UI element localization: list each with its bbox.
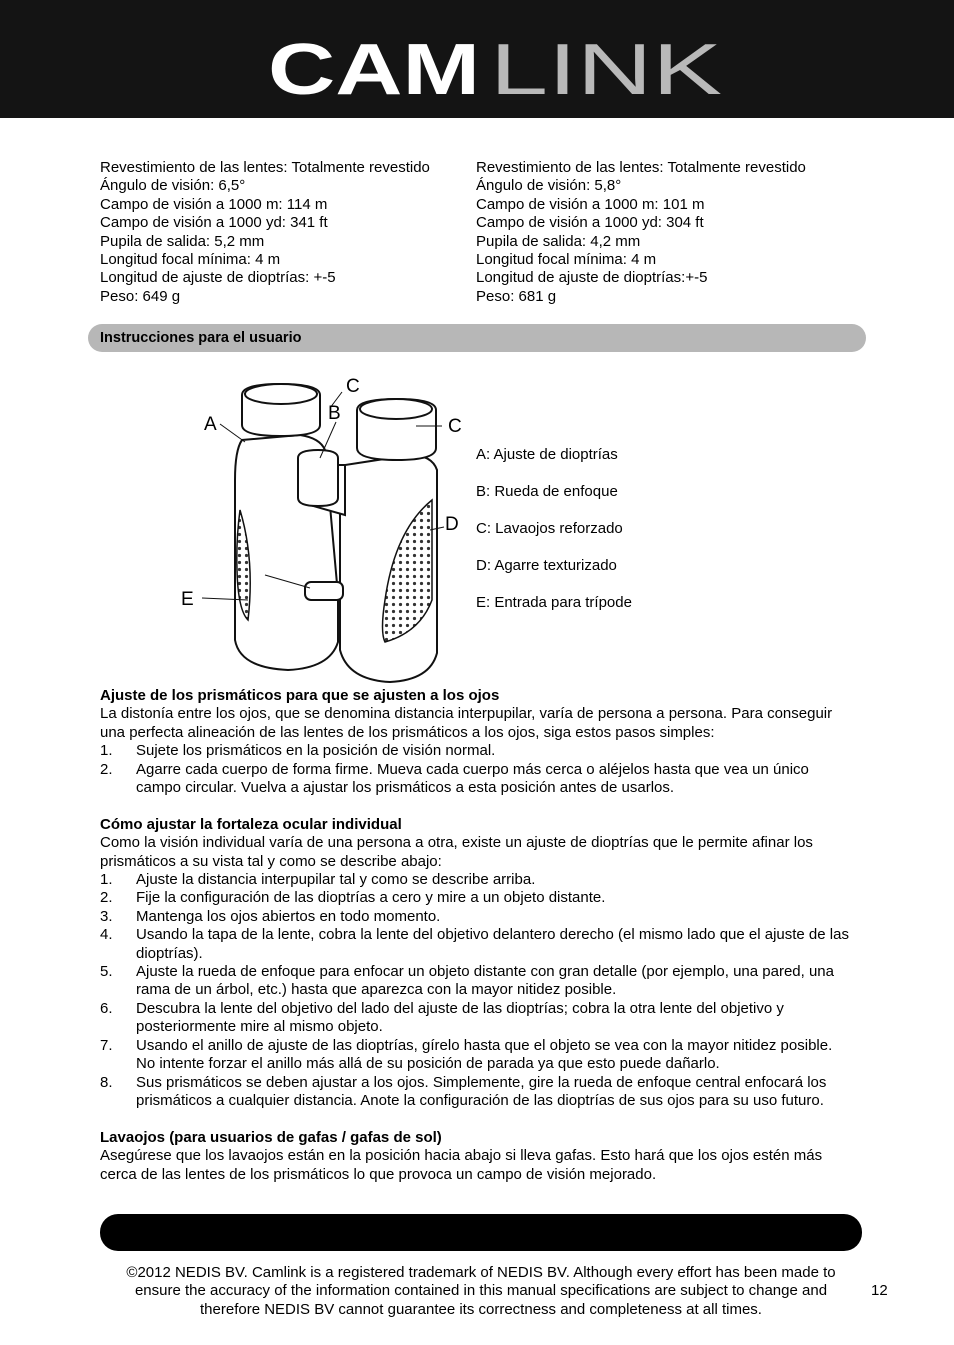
spec-line: Campo de visión a 1000 m: 101 m — [476, 195, 705, 213]
list-item — [100, 1000, 855, 1037]
diagram-label-d: D — [445, 514, 459, 535]
diagram-label-c-right: C — [448, 416, 462, 437]
section-intro: Como la visión individual varía de una persona a otra, existe un ajuste de dioptrías que le permite afinar los prismáticos a su vista tal y como se describe abajo: — [100, 834, 813, 870]
spec-column-right — [476, 159, 806, 306]
legend-item: C: Lavaojos reforzado — [476, 520, 623, 537]
step-text: Ajuste la distancia interpupilar tal y como se describe arriba. — [136, 871, 536, 889]
legend-item: D: Agarre texturizado — [476, 557, 617, 574]
logo-brand-secondary: LINK — [490, 38, 722, 98]
spec-line: Pupila de salida: 5,2 mm — [100, 232, 265, 250]
section-title: Instrucciones para el usuario — [100, 330, 302, 346]
step-text: Mantenga los ojos abiertos en todo momento. — [136, 907, 441, 925]
steps-list — [100, 742, 855, 797]
footer-copyright: ©2012 NEDIS BV. Camlink is a registered trademark of NEDIS BV. Although every effort has been made to ensure the accuracy of the information contained in this manual specifications are subject to change and therefore NEDIS BV cannot guarantee its correctness and completeness at all times. — [126, 1264, 836, 1318]
step-number: 5. — [100, 963, 113, 981]
list-item — [100, 1037, 855, 1074]
step-text: Ajuste la rueda de enfoque para enfocar un objeto distante con gran detalle (por ejemplo, una pared, una rama de un árbol, etc.) hasta que aparezca con la mayor nitidez posible. — [136, 963, 834, 999]
spec-line: Longitud focal mínima: 4 m — [100, 251, 281, 269]
spec-line: Ángulo de visión: 5,8° — [476, 177, 622, 195]
spec-line: Peso: 681 g — [476, 287, 557, 305]
diagram-label-e: E — [181, 589, 194, 610]
step-text: Sujete los prismáticos en la posición de visión normal. — [136, 742, 496, 760]
list-item — [100, 963, 855, 1000]
binoculars-diagram — [180, 370, 470, 685]
list-item — [100, 889, 855, 907]
list-item — [100, 761, 855, 798]
section-heading: Ajuste de los prismáticos para que se ajusten a los ojos — [100, 687, 500, 704]
page-header — [0, 0, 954, 118]
spec-line: Longitud focal mínima: 4 m — [476, 251, 657, 269]
section-intro: La distonía entre los ojos, que se denomina distancia interpupilar, varía de persona a persona. Para conseguir una perfecta alineación de las lentes de los prismáticos a los ojos, siga estos pasos simples: — [100, 705, 833, 741]
list-item — [100, 742, 855, 760]
step-number: 7. — [100, 1036, 113, 1054]
focus-wheel — [298, 450, 338, 506]
step-number: 4. — [100, 926, 113, 944]
list-item — [100, 908, 855, 926]
diagram-legend — [476, 446, 632, 631]
spec-line: Longitud de ajuste de dioptrías:+-5 — [476, 269, 708, 287]
spec-line: Revestimiento de las lentes: Totalmente revestido — [100, 159, 430, 176]
logo-brand-primary: CAM — [268, 38, 480, 98]
step-number: 2. — [100, 760, 113, 778]
step-text: Usando la tapa de la lente, cobra la lente del objetivo delantero derecho (el mismo lado que el ajuste de las dioptrías). — [136, 926, 849, 962]
step-number: 6. — [100, 999, 113, 1017]
diagram-label-c-left: C — [346, 376, 360, 397]
list-item — [100, 926, 855, 963]
list-item — [100, 1074, 855, 1111]
step-text: Agarre cada cuerpo de forma firme. Mueva cada cuerpo más cerca o aléjelos hasta que vea un único campo circular. Vuelva a ajustar los prismáticos a esta posición antes de usarlos. — [136, 760, 809, 797]
spec-line: Ángulo de visión: 6,5° — [100, 177, 246, 195]
legend-item: A: Ajuste de dioptrías — [476, 446, 618, 463]
spec-line: Peso: 649 g — [100, 287, 181, 305]
camlink-logo — [268, 38, 728, 98]
step-text: Fije la configuración de las dioptrías a cero y mire a un objeto distante. — [136, 889, 606, 907]
list-item — [100, 871, 855, 889]
step-number: 8. — [100, 1073, 113, 1091]
diagram-label-a: A — [204, 414, 217, 435]
diagram-label-b: B — [328, 403, 341, 424]
spec-line: Campo de visión a 1000 m: 114 m — [100, 195, 328, 213]
section-title-bar — [88, 324, 866, 352]
spec-line: Campo de visión a 1000 yd: 304 ft — [476, 214, 704, 232]
page-number: 12 — [871, 1282, 888, 1299]
spec-line: Longitud de ajuste de dioptrías: +-5 — [100, 269, 336, 287]
spec-line: Campo de visión a 1000 yd: 341 ft — [100, 214, 328, 232]
spec-column-left — [100, 159, 430, 306]
spec-line: Revestimiento de las lentes: Totalmente revestido — [476, 159, 806, 176]
step-text: Sus prismáticos se deben ajustar a los ojos. Simplemente, gire la rueda de enfoque central enfocará los prismáticos a cualquier distancia. Anote la configuración de las dioptrías de sus ojos para su uso futuro. — [136, 1073, 827, 1109]
step-number: 3. — [100, 907, 113, 925]
legend-item: E: Entrada para trípode — [476, 594, 632, 611]
step-number: 1. — [100, 742, 113, 760]
step-number: 1. — [100, 871, 113, 889]
instructions-body — [100, 687, 855, 1184]
steps-list — [100, 871, 855, 1110]
legend-item: B: Rueda de enfoque — [476, 483, 618, 500]
spec-line: Pupila de salida: 4,2 mm — [476, 232, 641, 250]
section-text: Asegúrese que los lavaojos están en la posición hacia abajo si lleva gafas. Esto hará que los ojos estén más cerca de las lentes de los prismáticos lo que provoca un campo de visión mejorado. — [100, 1147, 823, 1183]
tripod-mount — [305, 582, 343, 600]
step-text: Usando el anillo de ajuste de las dioptrías, gírelo hasta que el objeto se vea con la mayor nitidez posible. No intente forzar el anillo más allá de su posición de parada ya que esto puede dañarlo. — [136, 1036, 833, 1073]
step-text: Descubra la lente del objetivo del lado del ajuste de las dioptrías; cobra la otra lente del objetivo y posteriormente mire al mismo objeto. — [136, 999, 784, 1036]
step-number: 2. — [100, 889, 113, 907]
footer-bar — [100, 1214, 862, 1251]
section-heading: Lavaojos (para usuarios de gafas / gafas de sol) — [100, 1128, 442, 1146]
section-heading: Cómo ajustar la fortaleza ocular individual — [100, 815, 402, 833]
